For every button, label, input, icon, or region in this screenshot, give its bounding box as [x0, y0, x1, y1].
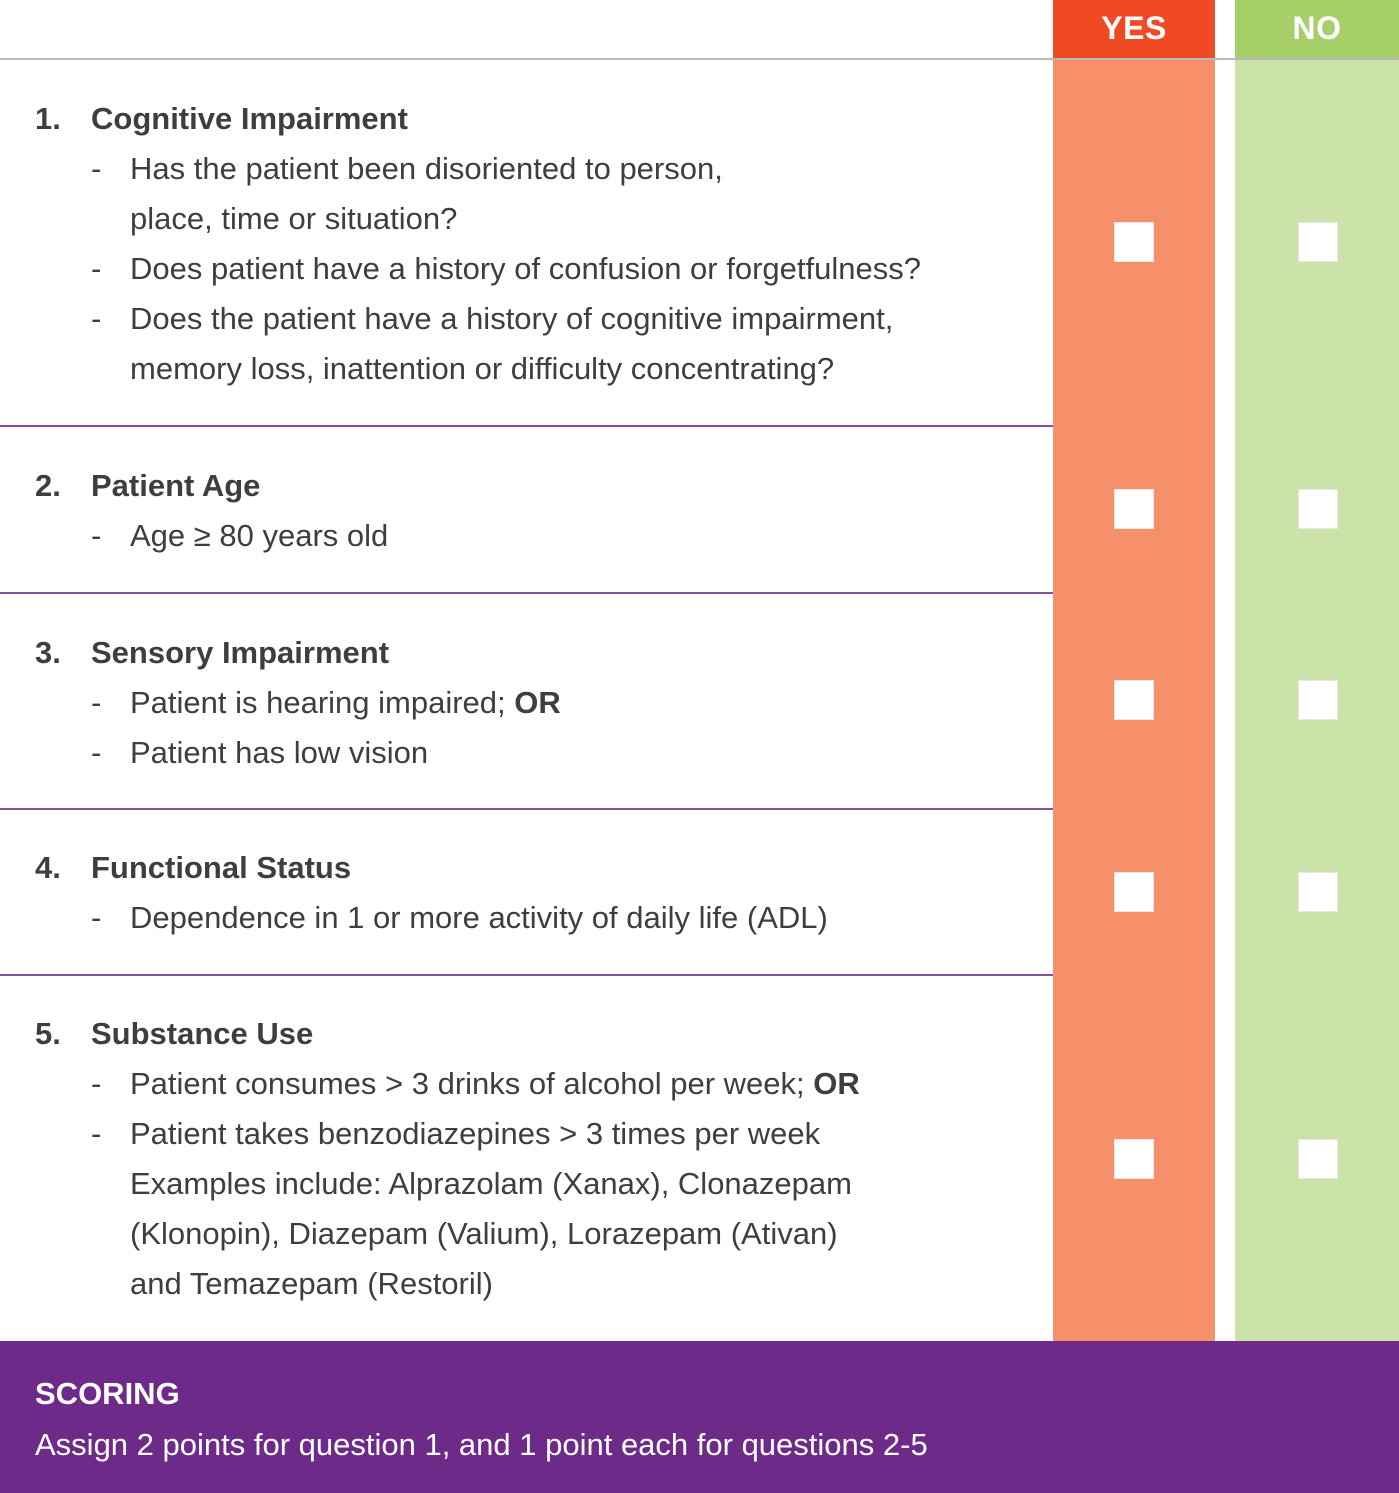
bullet-text: (Klonopin), Diazepam (Valium), Lorazepam (Ativan): [130, 1216, 838, 1251]
no-header-label: NO: [1292, 10, 1342, 46]
bullet-text: Does patient have a history of confusion or forgetfulness?: [130, 251, 921, 286]
bullet-dash: -: [91, 1066, 102, 1101]
bullet-dash: -: [91, 251, 102, 286]
q4-yes-checkbox[interactable]: [1114, 872, 1154, 912]
q3-no-checkbox[interactable]: [1298, 680, 1338, 720]
question-row-1: [0, 59, 1053, 426]
q2-yes-checkbox[interactable]: [1114, 489, 1154, 529]
scoring-heading: SCORING: [35, 1376, 180, 1411]
question-row-4: [0, 810, 1053, 974]
bullet-dash: -: [91, 685, 102, 720]
bullet-dash: -: [91, 301, 102, 336]
q5-yes-checkbox[interactable]: [1114, 1139, 1154, 1179]
bullet-dash: -: [91, 518, 102, 553]
q1-no-checkbox[interactable]: [1298, 222, 1338, 262]
bullet-text: Patient takes benzodiazepines > 3 times per week: [130, 1116, 821, 1151]
yes-header-label: YES: [1101, 10, 1167, 46]
bullet-text: Age ≥ 80 years old: [130, 518, 389, 553]
scoring-text: Assign 2 points for question 1, and 1 point each for questions 2-5: [35, 1427, 928, 1462]
question-row-3: [0, 594, 1053, 808]
question-title: Patient Age: [91, 468, 261, 503]
question-number: 5.: [35, 1016, 61, 1051]
q2-no-checkbox[interactable]: [1298, 489, 1338, 529]
question-number: 1.: [35, 101, 61, 136]
question-title: Sensory Impairment: [91, 635, 390, 670]
bullet-text: place, time or situation?: [130, 201, 458, 236]
bullet-text: Patient has low vision: [130, 735, 429, 770]
question-title: Substance Use: [91, 1016, 314, 1051]
bullet-text-bold: OR: [514, 685, 561, 720]
no-column-header: [1235, 0, 1399, 59]
bullet-text-main: Patient consumes > 3 drinks of alcohol per week;: [130, 1066, 814, 1101]
question-row-5: [0, 976, 1053, 1341]
question-title: Cognitive Impairment: [91, 101, 408, 136]
bullet-dash: -: [91, 1116, 102, 1151]
question-number: 3.: [35, 635, 61, 670]
bullet-text: Examples include: Alprazolam (Xanax), Clonazepam: [130, 1166, 852, 1201]
q3-yes-checkbox[interactable]: [1114, 680, 1154, 720]
bullet-text-main: Patient is hearing impaired;: [130, 685, 515, 720]
bullet-dash: -: [91, 900, 102, 935]
question-number: 4.: [35, 850, 61, 885]
q1-yes-checkbox[interactable]: [1114, 222, 1154, 262]
question-number: 2.: [35, 468, 61, 503]
bullet-text: [130, 685, 561, 721]
bullet-text: Does the patient have a history of cognitive impairment,: [130, 301, 894, 336]
bullet-text: memory loss, inattention or difficulty concentrating?: [130, 351, 835, 386]
question-title: Functional Status: [91, 850, 352, 885]
bullet-dash: -: [91, 151, 102, 186]
bullet-text: and Temazepam (Restoril): [130, 1266, 493, 1301]
q5-no-checkbox[interactable]: [1298, 1139, 1338, 1179]
yes-column-header: [1053, 0, 1215, 59]
scoring-panel: [0, 1341, 1399, 1493]
q4-no-checkbox[interactable]: [1298, 872, 1338, 912]
question-row-2: [0, 427, 1053, 592]
bullet-text: Dependence in 1 or more activity of daily life (ADL): [130, 900, 828, 935]
bullet-text-bold: OR: [813, 1066, 860, 1101]
bullet-dash: -: [91, 735, 102, 770]
bullet-text: Has the patient been disoriented to person,: [130, 151, 723, 186]
bullet-text: [130, 1066, 860, 1102]
